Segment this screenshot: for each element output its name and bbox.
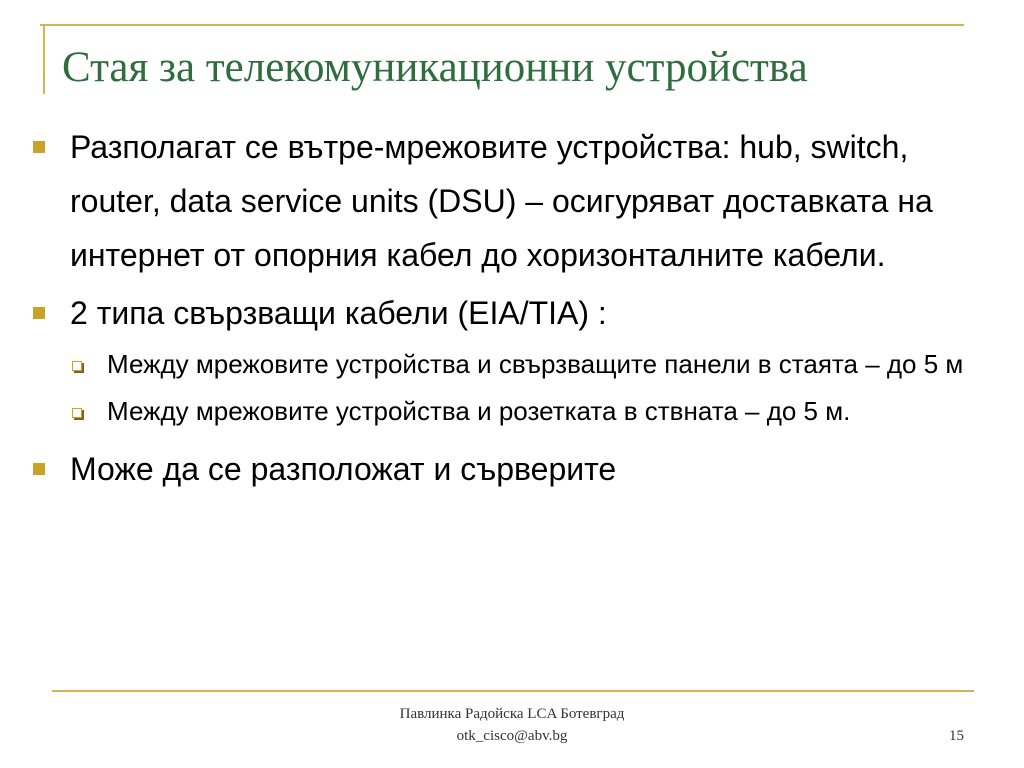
frame-top-line bbox=[40, 24, 964, 26]
page-number: 15 bbox=[949, 728, 964, 744]
square-bullet-icon bbox=[33, 307, 45, 319]
bullet-item-3 bbox=[28, 442, 978, 496]
bullet-text-1: Разполагат се вътре-мрежовите устройства: hub, switch, router, data service units (DSU) – осигуряват доставката на интернет от опорния кабел до хоризонталните кабели. bbox=[70, 129, 933, 273]
footer-author: Павлинка Радойска LCA Ботевград bbox=[399, 706, 625, 722]
frame-left-line bbox=[43, 24, 45, 94]
bullet-text-2: 2 типа свързващи кабели (EIA/TIA) : bbox=[70, 295, 607, 331]
bullet-item-1 bbox=[28, 120, 978, 282]
square-bullet-icon bbox=[33, 463, 45, 475]
sub-bullet-text-1: Между мрежовите устройства и свързващите панели в стаята – до 5 м bbox=[107, 349, 964, 379]
footer-email: otk_cisco@abv.bg bbox=[456, 728, 568, 744]
bullet-text-3: Може да се разположат и сърверите bbox=[70, 451, 617, 487]
square-bullet-icon bbox=[33, 141, 45, 153]
footer-credits bbox=[312, 703, 712, 747]
slide-title: Стая за телекомуникационни устройства bbox=[62, 44, 808, 91]
sub-bullet-text-2: Между мрежовите устройства и розетката в ствната – до 5 м. bbox=[107, 396, 851, 426]
hollow-square-bullet-icon bbox=[72, 361, 82, 371]
hollow-square-bullet-icon bbox=[72, 408, 82, 418]
footer-divider bbox=[52, 690, 974, 692]
sub-bullet-item-2 bbox=[28, 391, 978, 432]
bullet-item-2 bbox=[28, 286, 978, 340]
slide-body bbox=[28, 120, 978, 500]
sub-bullet-item-1 bbox=[28, 344, 978, 385]
